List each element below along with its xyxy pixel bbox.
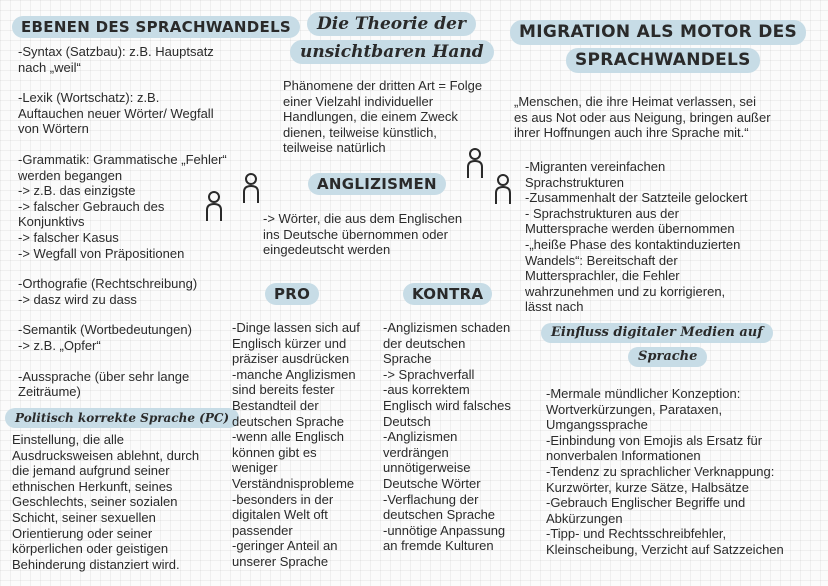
text-line: -aus korrektem	[383, 382, 470, 398]
text-line: -besonders in der	[232, 491, 334, 507]
heading-migration-line1: MIGRATION ALS MOTOR DES	[510, 20, 806, 45]
heading-kontra: KONTRA	[403, 283, 492, 305]
text-line: ethnischen Herkunft, seines	[12, 478, 173, 494]
text-line: -Tipp- und Rechtsschreibfehler,	[546, 526, 727, 542]
heading-ebenen: EBENEN DES SPRACHWANDELS	[12, 16, 300, 38]
text-line: werden begangen	[18, 167, 123, 183]
text-line: ihrer Hoffnungen auch ihre Sprache mit.“	[514, 125, 749, 141]
text-line: einer Vielzahl individueller	[283, 93, 434, 109]
text-line: Muttersprache werden übernommen	[525, 221, 735, 237]
text-line: Wortverkürzungen, Parataxen,	[546, 401, 723, 417]
heading-migration-line2: SPRACHWANDELS	[566, 48, 760, 73]
text-line: -geringer Anteil an	[232, 538, 338, 554]
text-line: -unnötige Anpassung	[383, 522, 506, 538]
text-line: Ausdrucksweisen ablehnt, durch	[12, 447, 200, 463]
migration-text	[525, 159, 748, 315]
heading-anglizismen: ANGLIZISMEN	[308, 173, 446, 195]
kontra-text	[383, 320, 511, 554]
text-line: -Migranten vereinfachen	[525, 159, 666, 174]
text-line: passender	[232, 522, 293, 538]
text-line: die jemand aufgrund seiner	[12, 463, 170, 479]
text-line: -Anglizismen	[383, 429, 458, 445]
heading-theorie-line2: unsichtbaren Hand	[290, 40, 494, 64]
text-line: wahrzunehmen und zu korrigieren,	[525, 283, 726, 299]
text-line: präziser ausdrücken	[232, 351, 350, 367]
text-line: -Lexik (Wortschatz): z.B.	[18, 90, 160, 106]
ebenen-text	[18, 44, 227, 400]
migration-quote	[514, 94, 771, 141]
text-line: -> z.B. das einzigste	[18, 183, 136, 199]
text-line: -> z.B. „Opfer“	[18, 337, 101, 353]
text-line: -Aussprache (über sehr lange	[18, 368, 190, 384]
text-line: von Wörtern	[18, 121, 89, 137]
text-line: nonverbalen Informationen	[546, 448, 701, 464]
text-line: unnötigerweise	[383, 460, 471, 476]
text-line: -Gebrauch Englischer Begriffe und	[546, 495, 746, 511]
heading-digital-line1: Einfluss digitaler Medien auf	[541, 323, 773, 343]
text-line: Englisch kürzer und	[232, 335, 347, 351]
text-line: Schicht, seiner sexuellen	[12, 509, 156, 525]
text-line: Sprachstrukturen	[525, 174, 624, 190]
text-line: Umgangssprache	[546, 417, 648, 433]
text-line: -Orthografie (Rechtschreibung)	[18, 276, 198, 292]
text-line: deutschen Sprache	[232, 413, 345, 429]
text-line: -> Wegfall von Präpositionen	[18, 245, 185, 261]
text-line: der deutschen	[383, 335, 466, 351]
text-line: -> Wörter, die aus dem Englischen	[263, 211, 463, 226]
heading-digital-line2: Sprache	[628, 347, 707, 367]
text-line: Englisch wird falsches	[383, 397, 511, 413]
text-line: es aus Not oder aus Neigung, bringen außer	[514, 109, 771, 125]
text-line: an fremde Kulturen	[383, 538, 494, 554]
text-line: lässt nach	[525, 299, 584, 315]
text-line: körperlichen oder geistigen	[12, 541, 169, 557]
heading-pro: PRO	[265, 283, 319, 305]
text-line: - Sprachstrukturen aus der	[525, 205, 679, 221]
text-line: Phänomene der dritten Art = Folge	[283, 78, 483, 93]
text-line: -Grammatik: Grammatische „Fehler“	[18, 151, 227, 167]
text-line: -wenn alle Englisch	[232, 429, 345, 445]
text-line: -Tendenz zu sprachlicher Verknappung:	[546, 463, 775, 479]
anglizismen-text	[263, 211, 462, 258]
heading-theorie-line1: Die Theorie der	[307, 12, 476, 36]
text-line: Konjunktivs	[18, 214, 85, 230]
heading-pc: Politisch korrekte Sprache (PC)	[5, 408, 239, 428]
spacer	[18, 261, 227, 276]
text-line: Kleinscheibung, Verzicht auf Satzzeichen	[546, 541, 784, 557]
pro-text	[232, 320, 360, 570]
text-line: -> dasz wird zu dass	[18, 291, 137, 307]
text-line: Zeiträume)	[18, 384, 81, 400]
person-icon	[240, 172, 262, 206]
text-line: -> falscher Gebrauch des	[18, 198, 165, 214]
text-line: -Syntax (Satzbau): z.B. Hauptsatz	[18, 44, 214, 59]
text-line: -> Sprachverfall	[383, 366, 475, 382]
text-line: verdrängen	[383, 444, 449, 460]
text-line: Orientierung oder seiner	[12, 525, 153, 541]
text-line: Handlungen, die einem Zweck	[283, 109, 458, 125]
text-line: -„heiße Phase des kontaktinduzierten	[525, 236, 741, 252]
text-line: Deutsche Wörter	[383, 475, 481, 491]
text-line: -> falscher Kasus	[18, 229, 119, 245]
text-line: Sprache	[383, 351, 432, 367]
text-line: Bestandteil der	[232, 397, 319, 413]
text-line: -Mermale mündlicher Konzeption:	[546, 386, 741, 401]
text-line: Verständnisprobleme	[232, 475, 355, 491]
text-line: Muttersprachler, die Fehler	[525, 268, 680, 284]
text-line: können gibt es	[232, 444, 317, 460]
text-line: nach „weil“	[18, 59, 81, 75]
spacer	[18, 137, 227, 152]
text-line: unserer Sprache	[232, 553, 329, 569]
text-line: digitalen Welt oft	[232, 507, 328, 523]
theorie-text	[283, 78, 482, 156]
person-icon	[492, 173, 514, 207]
text-line: -Anglizismen schaden	[383, 320, 511, 335]
text-line: teilweise natürlich	[283, 140, 386, 156]
text-line: Deutsch	[383, 413, 431, 429]
text-line: Wandels“: Bereitschaft der	[525, 252, 678, 268]
text-line: -Semantik (Wortbedeutungen)	[18, 322, 192, 338]
text-line: -Zusammenhalt der Satzteile gelockert	[525, 190, 748, 206]
text-line: Geschlechts, seiner sozialen	[12, 494, 178, 510]
text-line: Kurzwörter, kurze Sätze, Halbsätze	[546, 479, 750, 495]
text-line: ins Deutsche übernommen oder	[263, 226, 448, 242]
text-line: weniger	[232, 460, 278, 476]
text-line: „Menschen, die ihre Heimat verlassen, sei	[514, 94, 757, 109]
text-line: sind bereits fester	[232, 382, 335, 398]
text-line: -manche Anglizismen	[232, 366, 356, 382]
text-line: -Dinge lassen sich auf	[232, 320, 360, 335]
text-line: dienen, teilweise künstlich,	[283, 124, 437, 140]
pc-text	[12, 432, 199, 572]
text-line: eingedeutscht werden	[263, 242, 391, 258]
text-line: Behinderung distanziert wird.	[12, 556, 180, 572]
text-line: Abkürzungen	[546, 510, 623, 526]
spacer	[18, 75, 227, 90]
spacer	[18, 354, 227, 369]
text-line: Auftauchen neuer Wörter/ Wegfall	[18, 105, 214, 121]
text-line: -Einbindung von Emojis als Ersatz für	[546, 432, 763, 448]
digital-text	[546, 386, 784, 558]
spacer	[18, 307, 227, 322]
text-line: -Verflachung der	[383, 491, 479, 507]
text-line: Einstellung, die alle	[12, 432, 125, 447]
text-line: deutschen Sprache	[383, 507, 496, 523]
